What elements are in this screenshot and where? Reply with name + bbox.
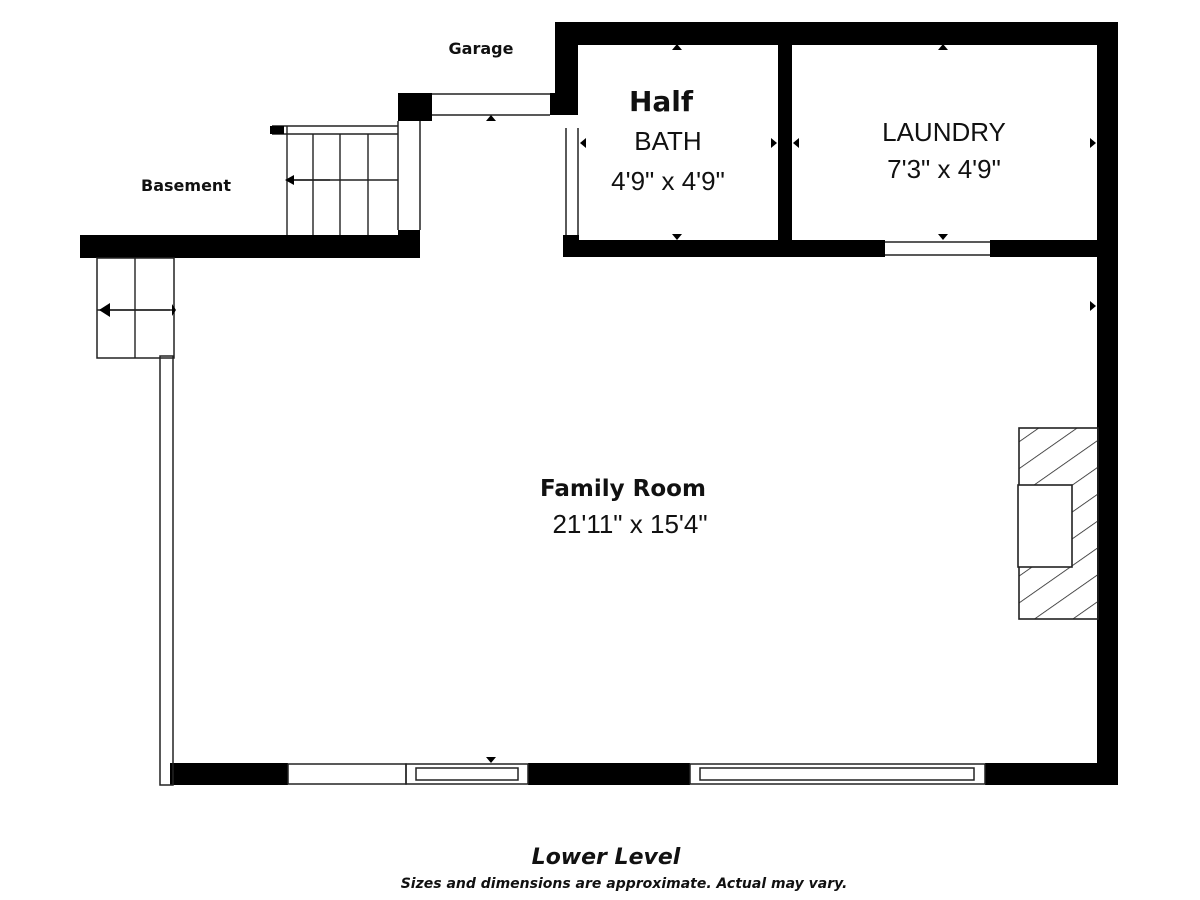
wall-bottom-2 <box>528 763 690 785</box>
wall-stair-post <box>398 230 420 258</box>
wall-bottom-3 <box>985 763 1118 785</box>
landing-arrow-head <box>99 303 110 317</box>
wall-top <box>555 22 1118 45</box>
family-room-dims: 21'11" x 15'4" <box>552 509 708 539</box>
wall-bottom-1 <box>170 763 288 785</box>
family-room-name: Family Room <box>540 476 706 502</box>
wall-left-thin <box>160 356 173 785</box>
thin-walls <box>97 94 990 785</box>
wall-stair-bottom <box>80 235 420 258</box>
wall-post-garage <box>550 93 566 115</box>
wall-laundry-bottom <box>990 240 1100 257</box>
stair-direction-arrow <box>285 175 330 185</box>
wall-bath-bottom <box>563 240 885 257</box>
wall-right <box>1097 22 1118 785</box>
half-bath-name-line2: BATH <box>634 126 702 156</box>
fireplace <box>1018 428 1098 619</box>
wall-bath-laundry <box>778 40 792 257</box>
level-title: Lower Level <box>531 845 681 870</box>
half-bath-name-line1: Half <box>628 85 694 118</box>
laundry-name: LAUNDRY <box>882 117 1006 147</box>
fireplace-firebox <box>1018 485 1072 567</box>
basement-label: Basement <box>141 176 231 195</box>
laundry-dims: 7'3" x 4'9" <box>887 154 1001 184</box>
disclaimer: Sizes and dimensions are approximate. Actual may vary. <box>400 876 848 892</box>
half-bath-dims: 4'9" x 4'9" <box>611 166 725 196</box>
wall-post-stair <box>398 93 432 121</box>
garage-label: Garage <box>448 39 514 58</box>
wall-post-bath-door <box>563 235 579 257</box>
